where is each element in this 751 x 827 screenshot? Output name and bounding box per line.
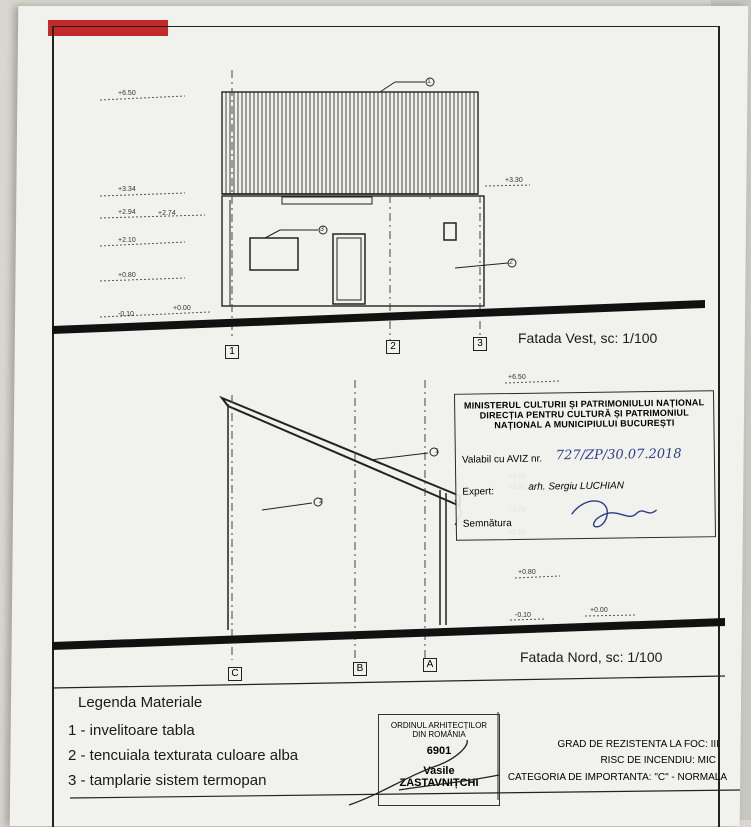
north-ground-line: [52, 618, 725, 650]
west-ground-line: [52, 300, 705, 334]
seal-signature: [339, 735, 519, 815]
level-label: +6.50: [508, 374, 526, 381]
level-label: +3.34: [118, 186, 136, 193]
axis-marker: 3: [473, 337, 487, 351]
fire-risk: RISC DE INCENDIU: MIC: [600, 755, 716, 766]
west-door: [333, 234, 365, 304]
axis-marker: A: [423, 658, 437, 672]
level-label: +2.10: [118, 237, 136, 244]
level-label: +0.80: [118, 272, 136, 279]
stamp-line-3: NAȚIONAL A MUNICIPIULUI BUCUREȘTI: [494, 417, 675, 431]
callout-number: 2: [319, 498, 323, 505]
legend-item: 1 - invelitoare tabla: [68, 722, 195, 739]
callout-number: 1: [427, 78, 431, 85]
seal-line-1: ORDINUL ARHITECȚILOR: [390, 721, 488, 730]
west-window: [250, 238, 298, 270]
importance-category: CATEGORIA DE IMPORTANTA: "C" - NORMALA: [507, 772, 727, 783]
seal-name-2: ZASTAVNIȚCHI: [399, 777, 479, 789]
west-wall: [222, 196, 484, 306]
title-block-border: [52, 676, 725, 688]
level-label: +0.00: [173, 305, 191, 312]
legend-item: 3 - tamplarie sistem termopan: [68, 772, 267, 789]
stamp-expert-value: arh. Sergiu LUCHIAN: [528, 480, 624, 493]
legend-title: Legenda Materiale: [78, 694, 203, 711]
axis-marker: B: [353, 662, 367, 676]
level-label: +2.94: [118, 209, 136, 216]
level-label: -0.10: [118, 311, 134, 318]
callout-number: 1: [435, 448, 439, 455]
stamp-line-1: MINISTERUL CULTURII ȘI PATRIMONIULUI NAȚIONAL: [463, 397, 705, 411]
callout-number: 3: [320, 226, 324, 233]
architect-seal: [378, 714, 500, 806]
axis-marker: 2: [386, 340, 400, 354]
seal-name-1: Vasile: [423, 765, 455, 777]
level-label: -0.10: [515, 612, 531, 619]
level-label: +0.00: [590, 607, 608, 614]
legend-item: 2 - tencuiala texturata culoare alba: [68, 747, 299, 764]
west-small-window: [444, 223, 456, 240]
stamp-signature-label: Semnătura: [462, 518, 512, 530]
stamp-line-2: DIRECȚIA PENTRU CULTURĂ ȘI PATRIMONIUL: [479, 407, 689, 421]
axis-marker: C: [228, 667, 242, 681]
stamp-valid-label: Valabil cu AVIZ nr.: [461, 453, 543, 466]
level-label: +3.30: [505, 177, 523, 184]
stamp-valid-value: 727/ZP/30.07.2018: [555, 446, 682, 464]
stamp-expert-label: Expert:: [462, 486, 495, 498]
handwritten-signature: [566, 488, 667, 534]
west-elevation: [52, 70, 705, 340]
level-label: +2.74: [158, 210, 176, 217]
seal-line-2: DIN ROMÂNIA: [412, 730, 466, 739]
fire-resistance: GRAD DE REZISTENTA LA FOC: III: [557, 739, 719, 750]
approval-stamp: [454, 390, 716, 541]
north-elevation-caption: Fatada Nord, sc: 1/100: [520, 649, 663, 665]
seal-number: 6901: [426, 745, 452, 757]
level-label: +0.80: [518, 569, 536, 576]
level-label: +6.50: [118, 90, 136, 97]
north-roof-slope: [222, 398, 460, 506]
west-roof: [222, 92, 478, 194]
west-elevation-caption: Fatada Vest, sc: 1/100: [518, 330, 658, 346]
callout-number: 2: [509, 259, 513, 266]
axis-marker: 1: [225, 345, 239, 359]
